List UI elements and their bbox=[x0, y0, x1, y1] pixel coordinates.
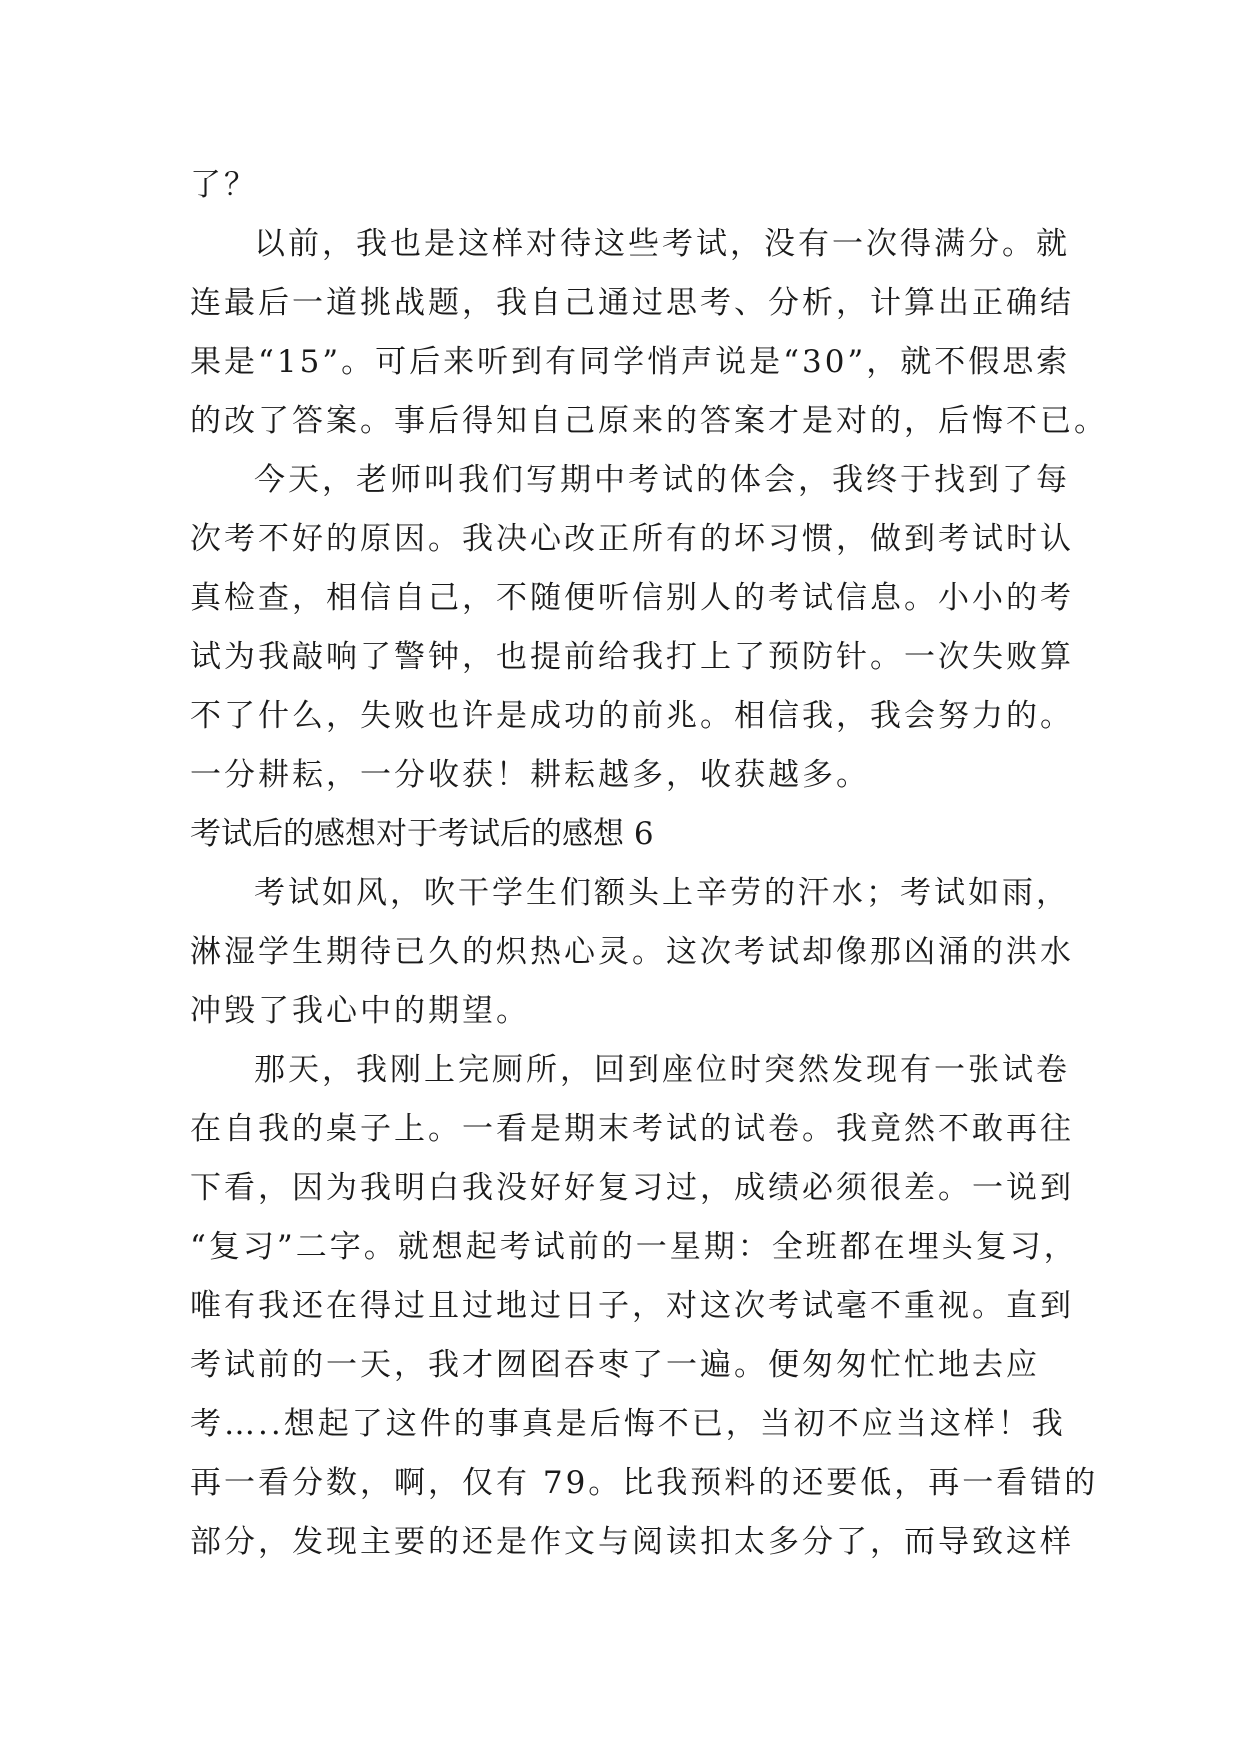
text-line: 不了什么，失败也许是成功的前兆。相信我，我会努力的。 bbox=[190, 698, 1074, 734]
text-line: 淋湿学生期待已久的炽热心灵。这次考试却像那凶涌的洪水 bbox=[190, 934, 1074, 970]
paragraph-start: 考试如风，吹干学生们额头上辛劳的汗水；考试如雨， bbox=[254, 875, 1070, 911]
text-line: 次考不好的原因。我决心改正所有的坏习惯，做到考试时认 bbox=[190, 521, 1074, 557]
text-line: 在自我的桌子上。一看是期末考试的试卷。我竟然不敢再往 bbox=[190, 1111, 1074, 1147]
text-line: 下看，因为我明白我没好好复习过，成绩必须很差。一说到 bbox=[190, 1170, 1074, 1206]
text-line: 一分耕耘，一分收获！耕耘越多，收获越多。 bbox=[190, 757, 870, 793]
text-line: 考…..想起了这件的事真是后悔不已，当初不应当这样！我 bbox=[190, 1406, 1066, 1442]
text-line: 再一看分数，啊，仅有 79。比我预料的还要低，再一看错的 bbox=[190, 1465, 1099, 1501]
text-line: 冲毁了我心中的期望。 bbox=[190, 993, 530, 1029]
text-line: 的改了答案。事后得知自己原来的答案才是对的，后悔不已。 bbox=[190, 403, 1108, 439]
text-line: 连最后一道挑战题，我自己通过思考、分析，计算出正确结 bbox=[190, 285, 1074, 321]
text-line: 真检查，相信自己，不随便听信别人的考试信息。小小的考 bbox=[190, 580, 1074, 616]
paragraph-start: 今天，老师叫我们写期中考试的体会，我终于找到了每 bbox=[254, 462, 1070, 498]
text-line: 唯有我还在得过且过地过日子，对这次考试毫不重视。直到 bbox=[190, 1288, 1074, 1324]
text-line: 试为我敲响了警钟，也提前给我打上了预防针。一次失败算 bbox=[190, 639, 1074, 675]
text-line: 果是“15”。可后来听到有同学悄声说是“30”，就不假思索 bbox=[190, 344, 1071, 380]
paragraph-start: 以前，我也是这样对待这些考试，没有一次得满分。就 bbox=[254, 226, 1070, 262]
text-line: “复习”二字。就想起考试前的一星期：全班都在埋头复习， bbox=[190, 1229, 1078, 1265]
body-text bbox=[190, 156, 1108, 1572]
paragraph-start: 那天，我刚上完厕所，回到座位时突然发现有一张试卷 bbox=[254, 1052, 1070, 1088]
text-line: 了？ bbox=[190, 167, 258, 203]
section-heading: 考试后的感想对于考试后的感想 6 bbox=[190, 816, 654, 852]
text-line: 考试前的一天，我才囫囵吞枣了一遍。便匆匆忙忙地去应 bbox=[190, 1347, 1040, 1383]
text-line: 部分，发现主要的还是作文与阅读扣太多分了，而导致这样 bbox=[190, 1524, 1074, 1560]
